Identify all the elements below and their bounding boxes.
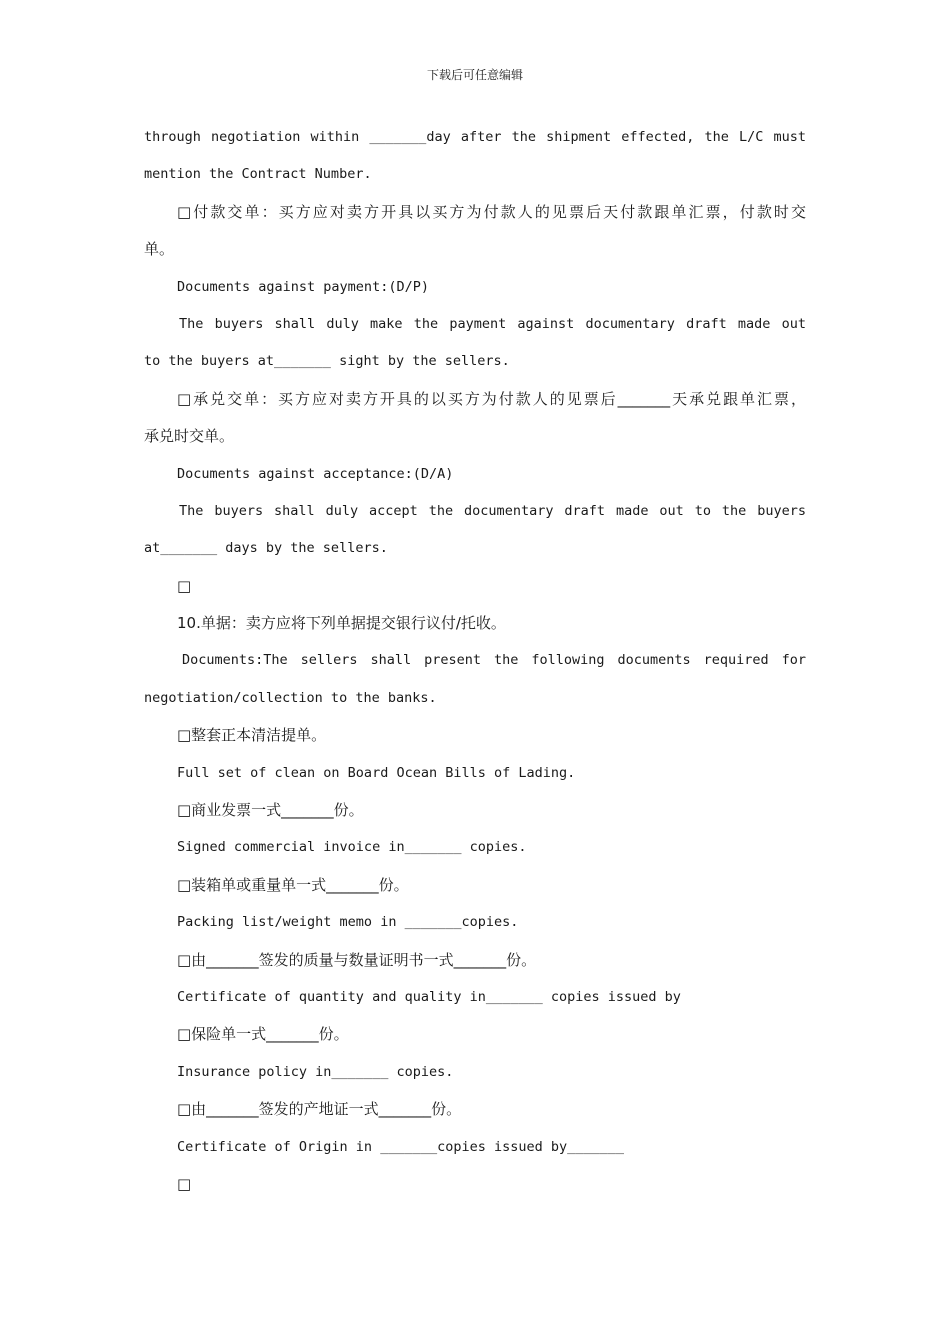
text-line: Documents:The sellers shall present the following documents required for: [182, 652, 806, 669]
text-line: at_______ days by the sellers.: [144, 540, 388, 557]
text-line: Documents against acceptance:(D/A): [177, 465, 454, 482]
text-line: to the buyers at_______ sight by the sellers.: [144, 353, 510, 370]
text-line: Certificate of quantity and quality in_______ copies issued by: [177, 988, 681, 1005]
empty-checkbox: □: [177, 1174, 192, 1193]
text-line: mention the Contract Number.: [144, 166, 372, 183]
empty-checkbox: □: [177, 576, 192, 595]
checkbox-clause: □商业发票一式_______份。: [177, 801, 364, 820]
section-heading: 10.单据：卖方应将下列单据提交银行议付/托收。: [177, 614, 506, 633]
document-body: [144, 122, 806, 1206]
text-line: Signed commercial invoice in_______ copies.: [177, 839, 527, 856]
checkbox-clause: □整套正本清洁提单。: [177, 726, 327, 745]
checkbox-clause: □承兑交单：买方应对卖方开具的以买方为付款人的见票后_______天承兑跟单汇票，: [177, 389, 806, 408]
checkbox-clause: □付款交单：买方应对卖方开具以买方为付款人的见票后天付款跟单汇票，付款时交: [177, 202, 806, 221]
text-line: Insurance policy in_______ copies.: [177, 1063, 454, 1080]
page-header: 下载后可任意编辑: [426, 68, 523, 82]
text-line: Packing list/weight memo in _______copies.: [177, 914, 519, 931]
checkbox-clause: □由_______签发的质量与数量证明书一式_______份。: [177, 950, 537, 969]
text-line: negotiation/collection to the banks.: [144, 689, 437, 706]
text-line: The buyers shall duly make the payment against documentary draft made out: [179, 315, 806, 332]
checkbox-clause: □由_______签发的产地证一式_______份。: [177, 1100, 462, 1119]
text-line: through negotiation within _______day after the shipment effected, the L/C must: [144, 129, 806, 145]
text-line: The buyers shall duly accept the documentary draft made out to the buyers: [179, 502, 806, 519]
text-line: Documents against payment:(D/P): [177, 278, 429, 295]
text-line: 承兑时交单。: [144, 427, 235, 446]
text-line: 单。: [144, 240, 175, 259]
text-line: Full set of clean on Board Ocean Bills of Lading.: [177, 764, 576, 781]
checkbox-clause: □装箱单或重量单一式_______份。: [177, 875, 409, 894]
checkbox-clause: □保险单一式_______份。: [177, 1025, 349, 1044]
text-line: Certificate of Origin in _______copies issued by_______: [177, 1138, 625, 1155]
